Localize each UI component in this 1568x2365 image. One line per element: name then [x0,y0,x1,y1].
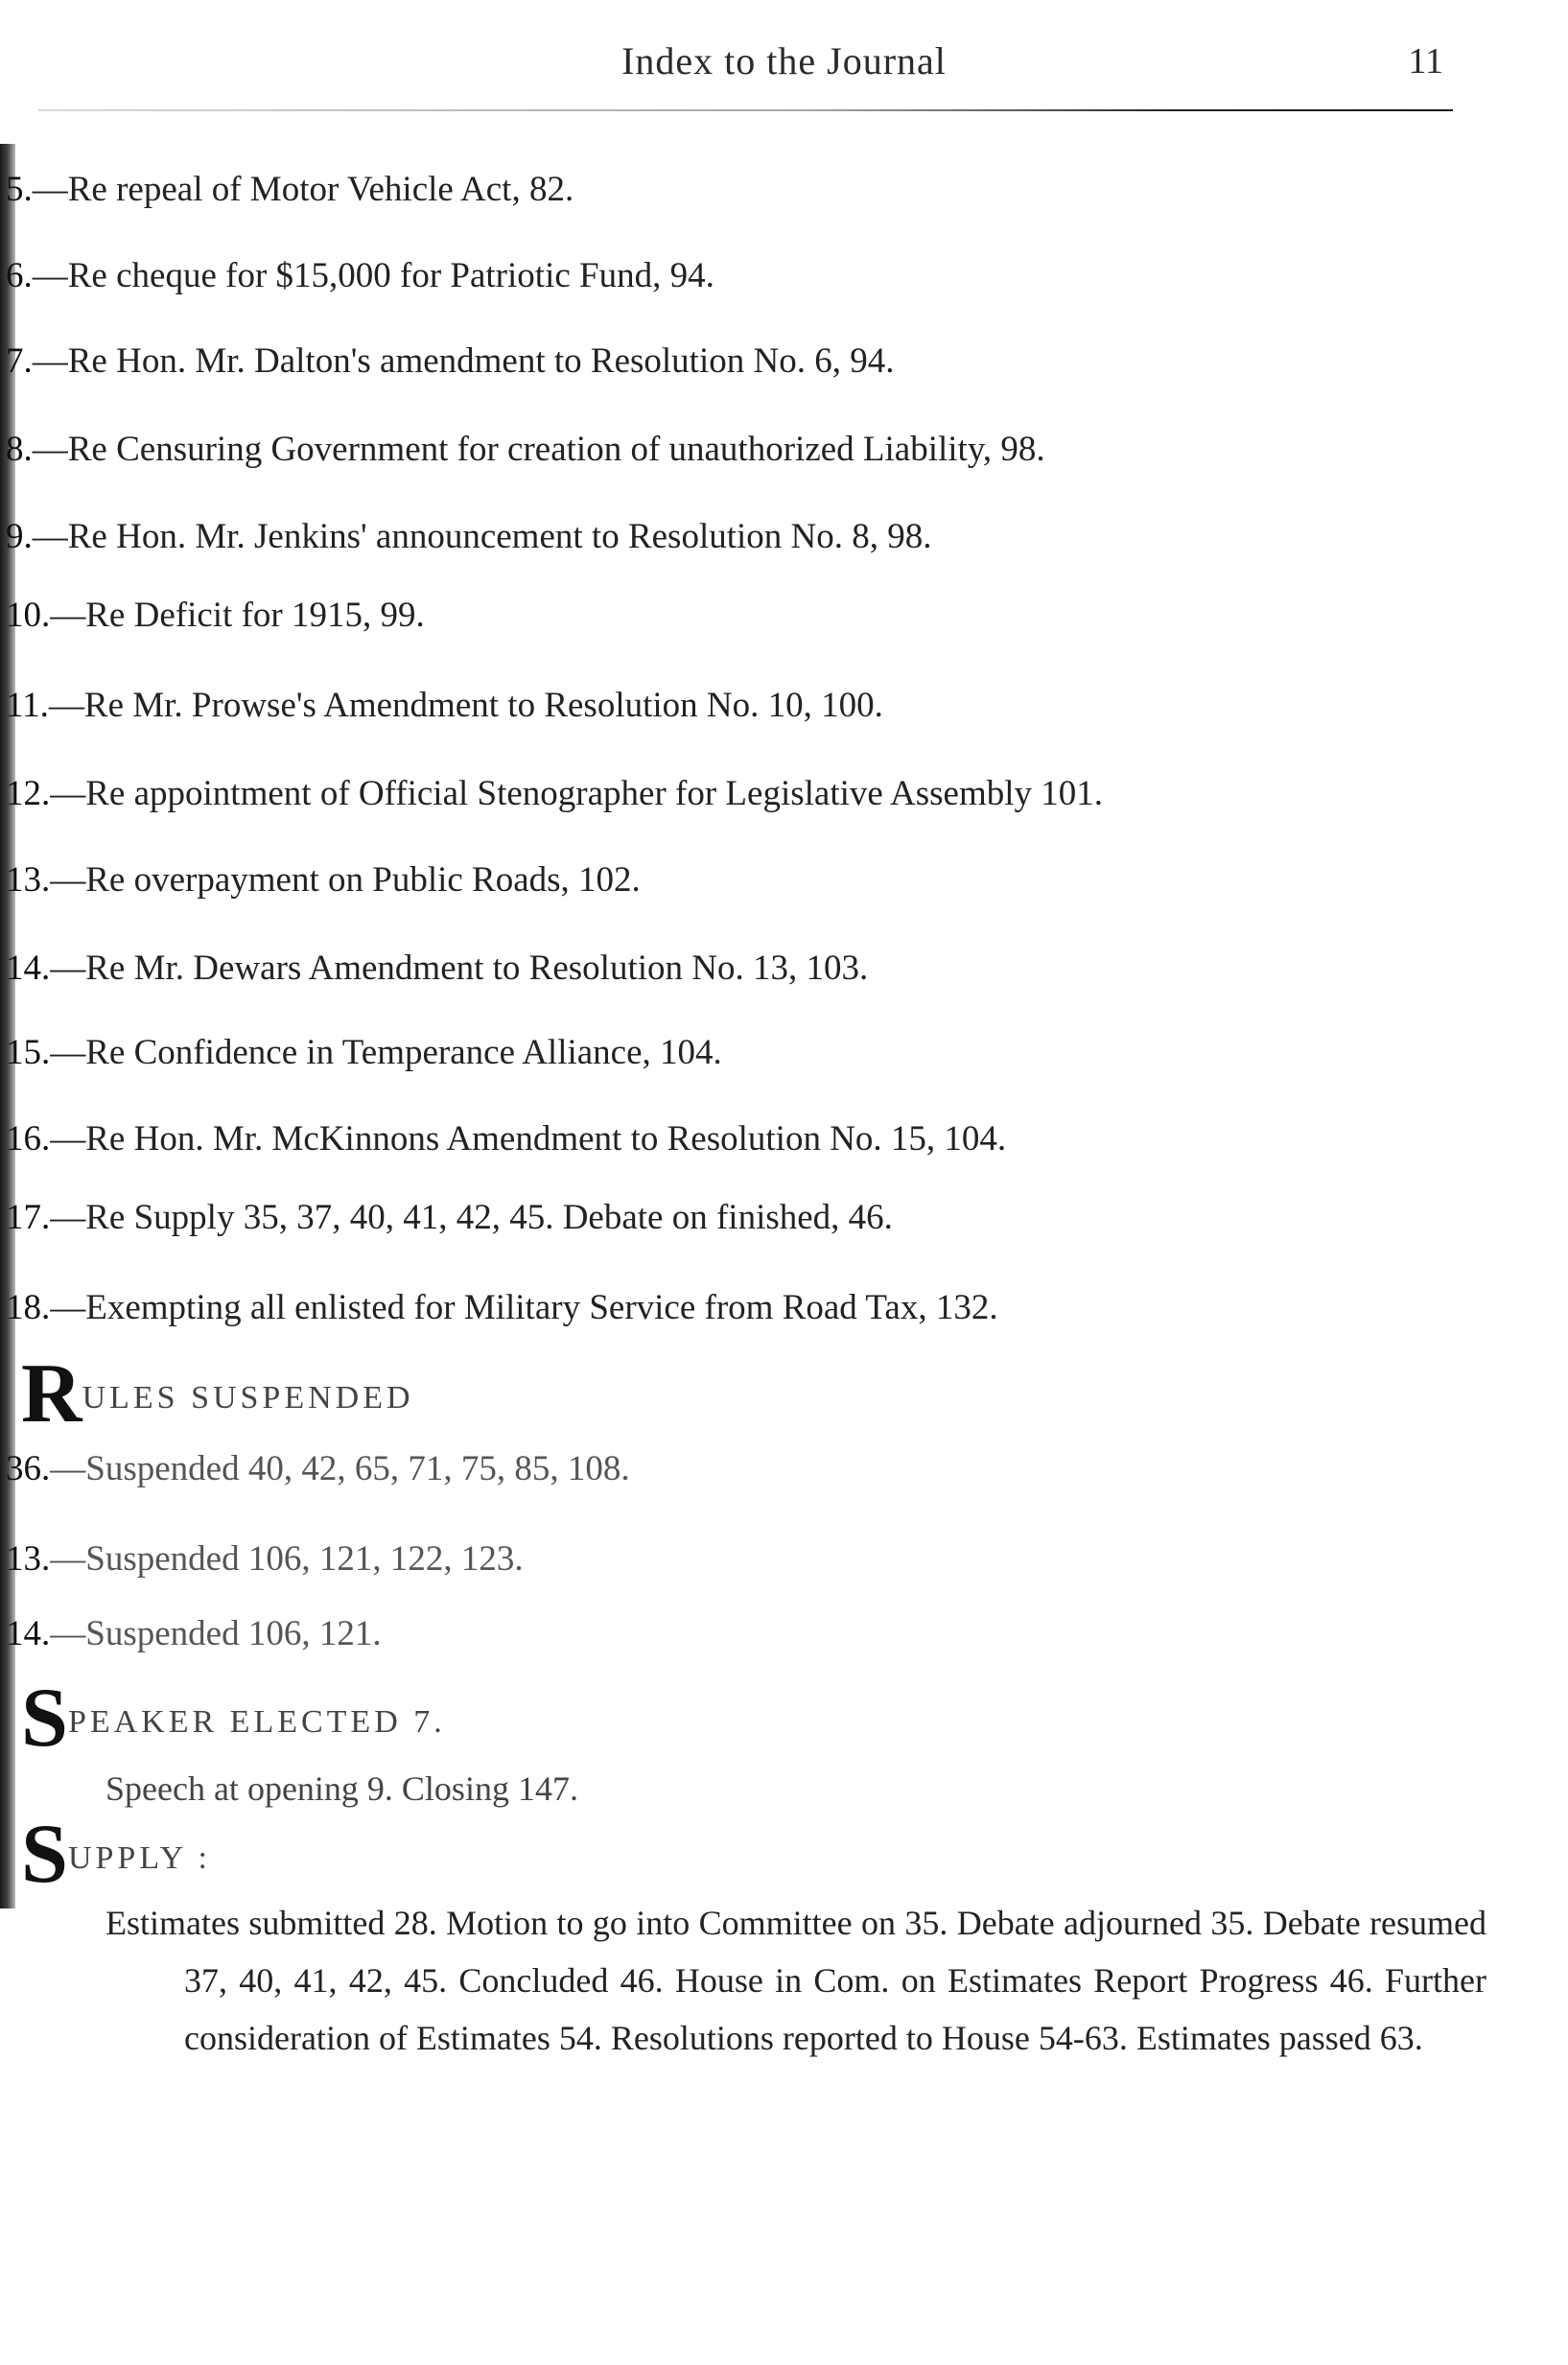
supply-text: Estimates submitted 28. Motion to go into Committee on 35. Debate adjourned 35. Debate resumed 37, 40, 41, 42, 45. Concluded 46. House in Com. on Estimates Report Progress 46. Further consideration of Estimates 54. Resolutions reported to House 54-63. Estimates passed 63. [105,1904,1486,2057]
heading-text: ULES SUSPENDED [82,1380,414,1416]
resolution-entry [6,1032,722,1073]
entry-number: 14. [6,1614,51,1653]
entry-number: 17. [6,1198,51,1237]
heading-text: PEAKER ELECTED 7. [67,1704,446,1740]
entry-number: 13. [6,860,51,900]
section-heading-speaker-elected [21,1672,446,1765]
drop-cap: S [21,1672,68,1765]
entry-text: —Suspended 40, 42, 65, 71, 75, 85, 108. [50,1449,630,1488]
page-number: 11 [1408,41,1443,82]
entry-number: 12. [6,774,51,813]
entry-text: —Re Hon. Mr. Jenkins' announcement to Resolution No. 8, 98. [32,517,932,556]
resolution-entry [6,1197,893,1238]
entry-number: 14. [6,948,51,988]
entry-number: 18. [6,1288,51,1327]
resolution-entry [6,948,868,989]
resolution-entry [6,516,932,557]
entry-text: —Re Deficit for 1915, 99. [50,596,425,635]
entry-text: —Re Confidence in Temperance Alliance, 104. [50,1033,722,1072]
section-heading-supply [21,1808,211,1901]
section-heading-rules-suspended [21,1347,414,1440]
entry-number: 5. [6,170,33,209]
resolution-entry [6,1287,998,1328]
entry-text: —Re Censuring Government for creation of unauthorized Liability, 98. [32,430,1045,469]
resolution-entry [6,859,641,901]
resolution-entry [6,429,1045,470]
entry-number: 7. [6,341,33,381]
resolution-entry [6,773,1103,814]
rule-entry [6,1538,524,1580]
header-rule [38,109,1453,111]
rule-entry [6,1613,382,1654]
entry-text: —Suspended 106, 121. [50,1614,382,1653]
entry-text: —Re cheque for $15,000 for Patriotic Fund, 94. [32,256,714,295]
resolution-entry [6,685,883,726]
entry-text: —Re Hon. Mr. Dalton's amendment to Resolution No. 6, 94. [32,341,895,381]
entry-text: —Re Mr. Dewars Amendment to Resolution No. 13, 103. [50,948,869,988]
heading-text: UPPLY : [67,1840,211,1876]
entry-number: 11. [6,686,49,725]
entry-number: 9. [6,517,33,556]
entry-number: 6. [6,256,33,295]
entry-text: —Re overpayment on Public Roads, 102. [50,860,641,900]
resolution-entry [6,169,573,210]
entry-text: —Re repeal of Motor Vehicle Act, 82. [32,170,574,209]
resolution-entry [6,255,714,296]
drop-cap: S [21,1808,68,1901]
rule-entry [6,1448,630,1489]
page-title: Index to the Journal [621,39,947,82]
page-header [0,38,1568,96]
resolution-entry [6,340,894,382]
entry-text: —Suspended 106, 121, 122, 123. [50,1539,524,1579]
entry-text: —Re Supply 35, 37, 40, 41, 42, 45. Debate on finished, 46. [50,1198,893,1237]
resolution-entry [6,1118,1006,1159]
resolution-entry [6,595,425,636]
entry-text: —Re Mr. Prowse's Amendment to Resolution No. 10, 100. [48,686,883,725]
entry-number: 10. [6,596,51,635]
drop-cap: R [21,1347,82,1440]
entry-number: 13. [6,1539,51,1579]
entry-number: 15. [6,1033,51,1072]
entry-text: —Re Hon. Mr. McKinnons Amendment to Resolution No. 15, 104. [50,1119,1007,1159]
speaker-sub-entry: Speech at opening 9. Closing 147. [105,1769,578,1808]
entry-number: 36. [6,1449,51,1488]
entry-number: 8. [6,430,33,469]
entry-number: 16. [6,1119,51,1159]
entry-text: —Re appointment of Official Stenographer for Legislative Assembly 101. [50,774,1104,813]
supply-paragraph [105,1894,1486,2067]
entry-text: —Exempting all enlisted for Military Service from Road Tax, 132. [50,1288,998,1327]
